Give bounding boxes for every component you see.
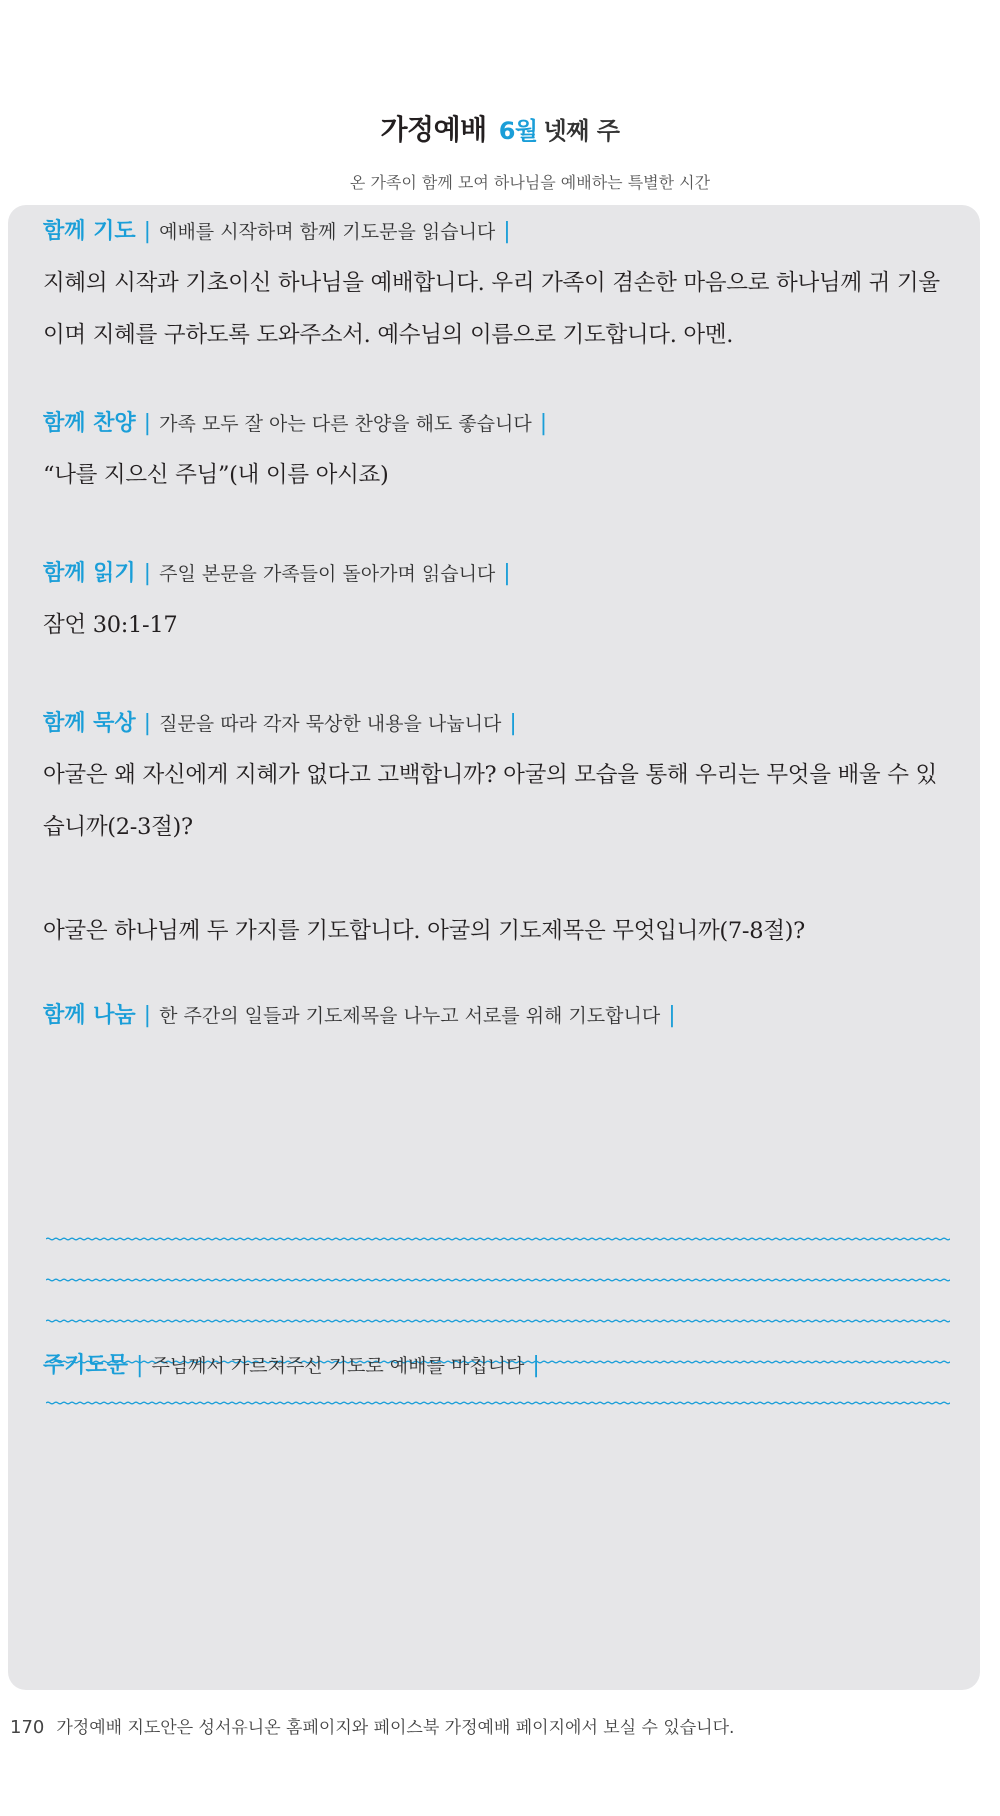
section-heading bbox=[43, 559, 948, 589]
section-title: 함께 나눔 bbox=[43, 1003, 136, 1028]
section-title: 함께 기도 bbox=[43, 219, 136, 244]
title-main: 가정예배 bbox=[380, 113, 487, 146]
scripture-reference: 잠언 30:1-17 bbox=[43, 612, 178, 638]
section-heading bbox=[43, 217, 948, 247]
section-desc: 한 주간의 일들과 기도제목을 나누고 서로를 위해 기도합니다 bbox=[159, 1005, 661, 1027]
page-title bbox=[0, 108, 1000, 148]
question-2: 아굴은 하나님께 두 가지를 기도합니다. 아굴의 기도제목은 무엇입니까(7-8절)? bbox=[43, 918, 805, 944]
section-heading bbox=[43, 709, 948, 739]
section-title: 함께 읽기 bbox=[43, 561, 136, 586]
title-month: 6월 bbox=[498, 117, 538, 145]
writing-line bbox=[46, 1276, 950, 1284]
divider: | bbox=[509, 711, 517, 736]
section-prayer bbox=[43, 217, 948, 361]
writing-lines bbox=[46, 1235, 950, 1440]
divider: | bbox=[503, 561, 511, 586]
section-reading bbox=[43, 559, 948, 651]
section-body bbox=[43, 599, 948, 651]
divider: | bbox=[143, 711, 152, 736]
prayer-text: 지혜의 시작과 기초이신 하나님을 예배합니다. 우리 가족이 겸손한 마음으로 하나님께 귀 기울이며 지혜를 구하도록 도와주소서. 예수님의 이름으로 기도합니다. 아멘. bbox=[43, 270, 940, 348]
title-week: 넷째 주 bbox=[543, 117, 620, 145]
section-desc: 주님께서 가르쳐주신 기도로 예배를 마칩니다 bbox=[151, 1355, 525, 1377]
section-body bbox=[43, 449, 948, 501]
divider: | bbox=[143, 219, 152, 244]
section-desc: 가족 모두 잘 아는 다른 찬양을 해도 좋습니다 bbox=[159, 413, 532, 435]
page-number: 170 bbox=[10, 1717, 45, 1738]
section-title: 함께 묵상 bbox=[43, 711, 136, 736]
divider: | bbox=[532, 1353, 540, 1378]
section-lords-prayer bbox=[43, 1351, 948, 1381]
divider: | bbox=[143, 1003, 152, 1028]
footer-note: 가정예배 지도안은 성서유니온 홈페이지와 페이스북 가정예배 페이지에서 보실 수 있습니다. bbox=[56, 1718, 735, 1738]
section-praise bbox=[43, 409, 948, 501]
divider: | bbox=[668, 1003, 676, 1028]
page-subtitle: 온 가족이 함께 모여 하나님을 예배하는 특별한 시간 bbox=[349, 173, 711, 192]
section-desc: 예배를 시작하며 함께 기도문을 읽습니다 bbox=[159, 221, 496, 243]
section-desc: 질문을 따라 각자 묵상한 내용을 나눕니다 bbox=[159, 713, 502, 735]
divider: | bbox=[503, 219, 511, 244]
section-body bbox=[43, 257, 948, 361]
section-title: 함께 찬양 bbox=[43, 411, 136, 436]
writing-line bbox=[46, 1399, 950, 1407]
section-body bbox=[43, 749, 948, 957]
section-meditation bbox=[43, 709, 948, 957]
section-heading bbox=[43, 1351, 948, 1381]
divider: | bbox=[539, 411, 548, 436]
writing-line bbox=[46, 1235, 950, 1243]
question-1: 아굴은 왜 자신에게 지혜가 없다고 고백합니까? 아굴의 모습을 통해 우리는 무엇을 배울 수 있습니까(2-3절)? bbox=[43, 762, 937, 840]
page-footer bbox=[10, 1713, 734, 1738]
hymn-title: “나를 지으신 주님”(내 이름 아시죠) bbox=[43, 462, 389, 488]
page-header bbox=[0, 108, 1000, 193]
divider: | bbox=[136, 1353, 144, 1378]
worship-card bbox=[8, 205, 980, 1690]
divider: | bbox=[143, 561, 152, 586]
section-sharing bbox=[43, 1001, 948, 1031]
section-desc: 주일 본문을 가족들이 돌아가며 읽습니다 bbox=[159, 563, 496, 585]
section-title: 주기도문 bbox=[43, 1353, 129, 1378]
writing-line bbox=[46, 1317, 950, 1325]
section-heading bbox=[43, 409, 948, 439]
divider: | bbox=[143, 411, 152, 436]
section-heading bbox=[43, 1001, 948, 1031]
